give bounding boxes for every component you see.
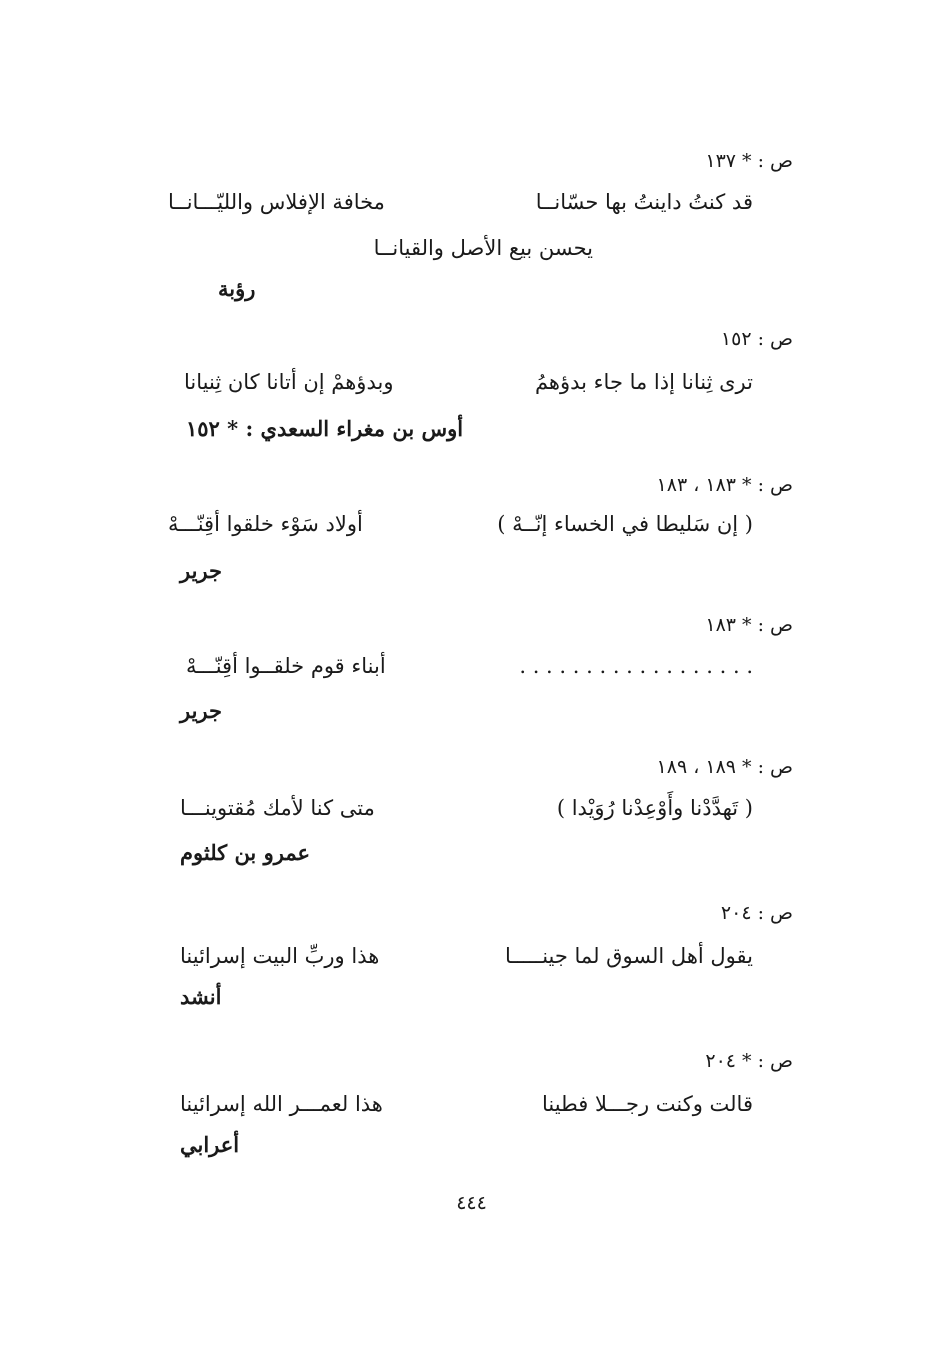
page-reference: ص : ١٥٢ (720, 328, 793, 350)
page-reference: ص : * ١٨٩ ، ١٨٩ (656, 756, 793, 778)
verse-left-hemistich: وبدؤهمْ إن أتانا كان ثِنيانا (184, 370, 394, 394)
page-reference: ص : * ١٨٣ (705, 614, 793, 636)
verse-right-hemistich: ترى ثِنانا إذا ما جاء بدؤهمُ (534, 370, 753, 394)
page-number: ٤٤٤ (456, 1192, 487, 1214)
verse-right-hemistich: يحسن بيع الأصل والقيانــا (373, 236, 593, 260)
page-reference: ص : ٢٠٤ (720, 902, 793, 924)
verse-left-hemistich: متى كنا لأمك مُقتوينـــا (180, 796, 375, 820)
verse-left-hemistich: أولاد سَوْء خلقوا أقِنّـــهْ (168, 512, 363, 536)
verse-right-hemistich: يقول أهل السوق لما جينـــــا (505, 944, 753, 968)
poet-name: جرير (180, 698, 222, 723)
verse-right-hemistich: قد كنتُ داينتُ بها حسّانــا (535, 190, 753, 214)
poet-name: عمرو بن كلثوم (180, 840, 310, 865)
verse-right-hemistich-elided: . . . . . . . . . . . . . . . . . . (519, 654, 753, 678)
verse-left-hemistich: هذا لعمـــر الله إسرائينا (180, 1092, 383, 1116)
verse-right-hemistich: ( إن سَليطا في الخساء إنّــهْ ) (497, 512, 753, 536)
verse-left-hemistich: أبناء قوم خلقــوا أقِنّـــهْ (186, 654, 386, 678)
poet-name: أوس بن مغراء السعدي : * ١٥٢ (186, 416, 464, 441)
verse-right-hemistich: ( تَهدَّدْنا وأَوْعِدْنا رُوَيْدا ) (556, 796, 753, 820)
page-reference: ص : * ١٨٣ ، ١٨٣ (656, 474, 793, 496)
page-reference: ص : * ١٣٧ (705, 150, 793, 172)
verse-left-hemistich: مخافة الإفلاس والليّـــانــا (168, 190, 385, 214)
poet-name: رؤبة (218, 276, 256, 301)
verse-right-hemistich: قالت وكنت رجـــلا فطينا (541, 1092, 753, 1116)
page-reference: ص : * ٢٠٤ (705, 1050, 793, 1072)
verse-left-hemistich: هذا وربِّ البيت إسرائينا (180, 944, 380, 968)
poet-name: أعرابي (180, 1132, 240, 1157)
poet-name: أنشد (180, 984, 222, 1009)
poet-name: جرير (180, 558, 222, 583)
